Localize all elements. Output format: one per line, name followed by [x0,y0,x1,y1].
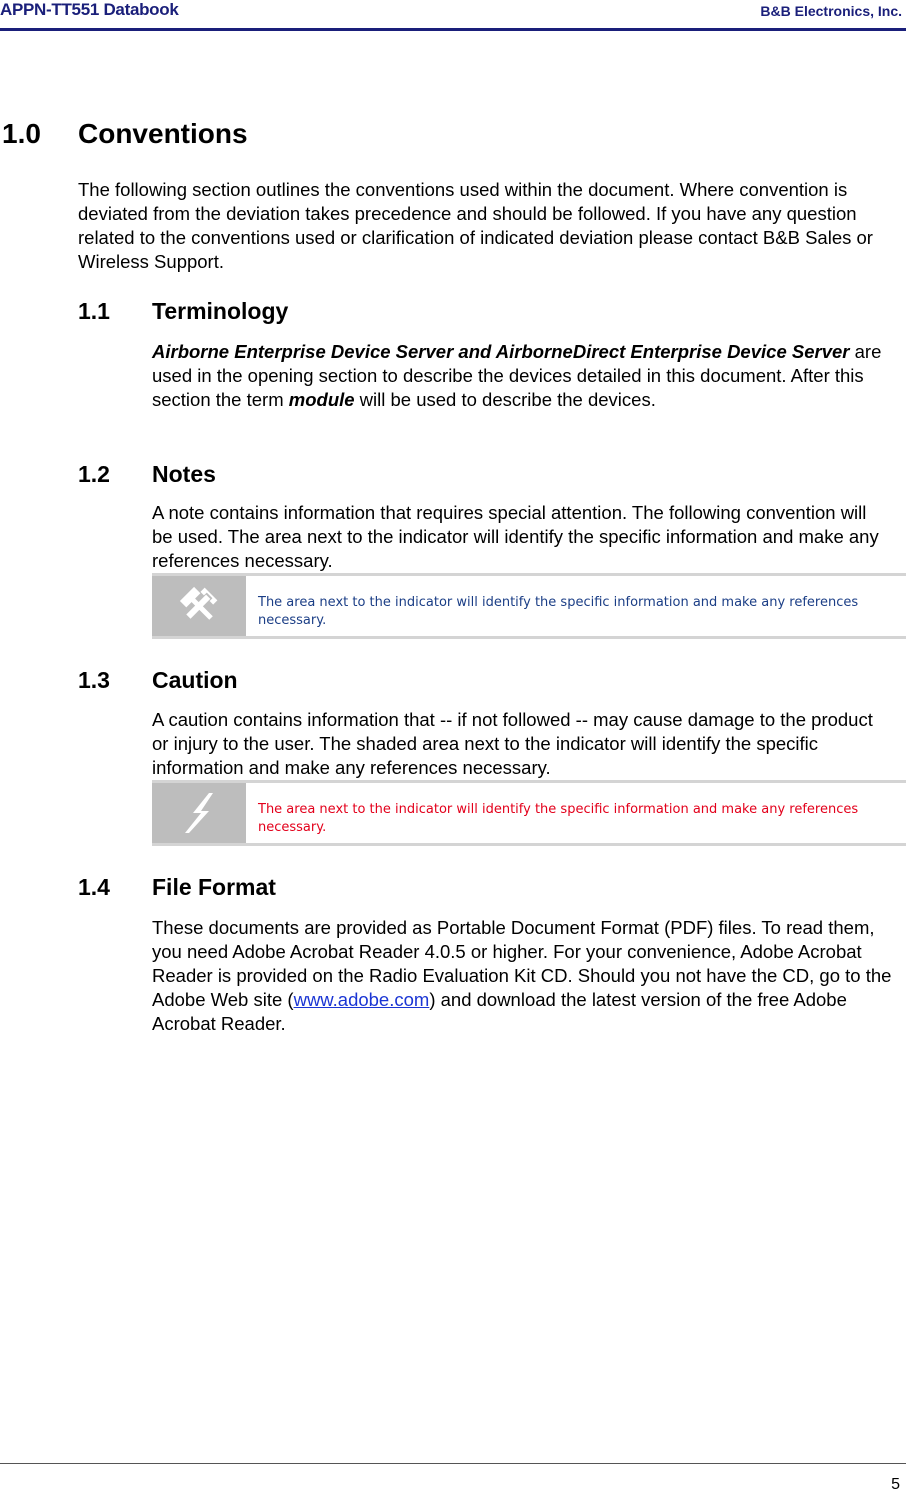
section-number: 1.0 [2,118,41,149]
caution-number: 1.3 [78,667,110,693]
notes-heading [78,461,216,488]
page-header [0,0,906,31]
file-format-heading [78,874,276,901]
document-title: APPN-TT551 Databook [0,0,179,19]
company-name: B&B Electronics, Inc. [760,3,902,19]
note-box [152,573,906,639]
terminology-text-2: will be used to describe the devices. [354,389,656,410]
notes-number: 1.2 [78,461,110,487]
section-intro: The following section outlines the conventions used within the document. Where convention is deviated from the deviation takes precedence and should be followed. If you have any question related to the conventions used or clarification of indicated deviation please contact B&B Sales or Wireless Support. [78,179,873,272]
file-format-paragraph [152,916,906,1036]
caution-paragraph: A caution contains information that -- if not followed -- may cause damage to the product or injury to the user. The shaded area next to the indicator will identify the specific information and make any references necessary. [152,709,873,778]
terminology-bold-term: Airborne Enterprise Device Server and AirborneDirect Enterprise Device Server [152,341,850,362]
terminology-text-1: are used in the opening section to describe the devices detailed in this document. After this section the term [152,341,882,410]
note-box-text: The area next to the indicator will identify the specific information and make any references necessary. [258,595,859,628]
terminology-paragraph [152,340,892,412]
notes-paragraph: A note contains information that requires special attention. The following convention will be used. The area next to the indicator will identify the specific information and make any references necessary. [152,502,879,571]
caution-box [152,780,906,846]
terminology-heading [78,298,288,325]
file-format-title: File Format [152,874,276,900]
file-format-number: 1.4 [78,874,110,900]
terminology-title: Terminology [152,298,289,324]
file-format-text-1: These documents are provided as Portable Document Format (PDF) files. To read them, you need Adobe Acrobat Reader 4.0.5 or higher. For your convenience, Adobe Acrobat Reader is provided on the Radio Evaluation Kit CD. Should you not have the CD, go to the Adobe Web site ( [152,917,892,1010]
module-term: module [288,389,355,410]
footer-divider [0,1463,906,1464]
notes-title: Notes [152,461,216,487]
page-number: 5 [891,1476,900,1493]
section-heading [2,118,248,150]
lightning-icon [152,783,246,843]
section-title: Conventions [78,118,248,149]
caution-title: Caution [152,667,238,693]
file-format-text-2: ) and download the latest version of the free Adobe Acrobat Reader. [152,989,847,1034]
caution-box-text: The area next to the indicator will identify the specific information and make any references necessary. [258,802,859,835]
tools-icon [152,576,246,636]
adobe-link[interactable]: www.adobe.com [293,989,430,1010]
caution-heading [78,667,238,694]
terminology-number: 1.1 [78,298,110,324]
